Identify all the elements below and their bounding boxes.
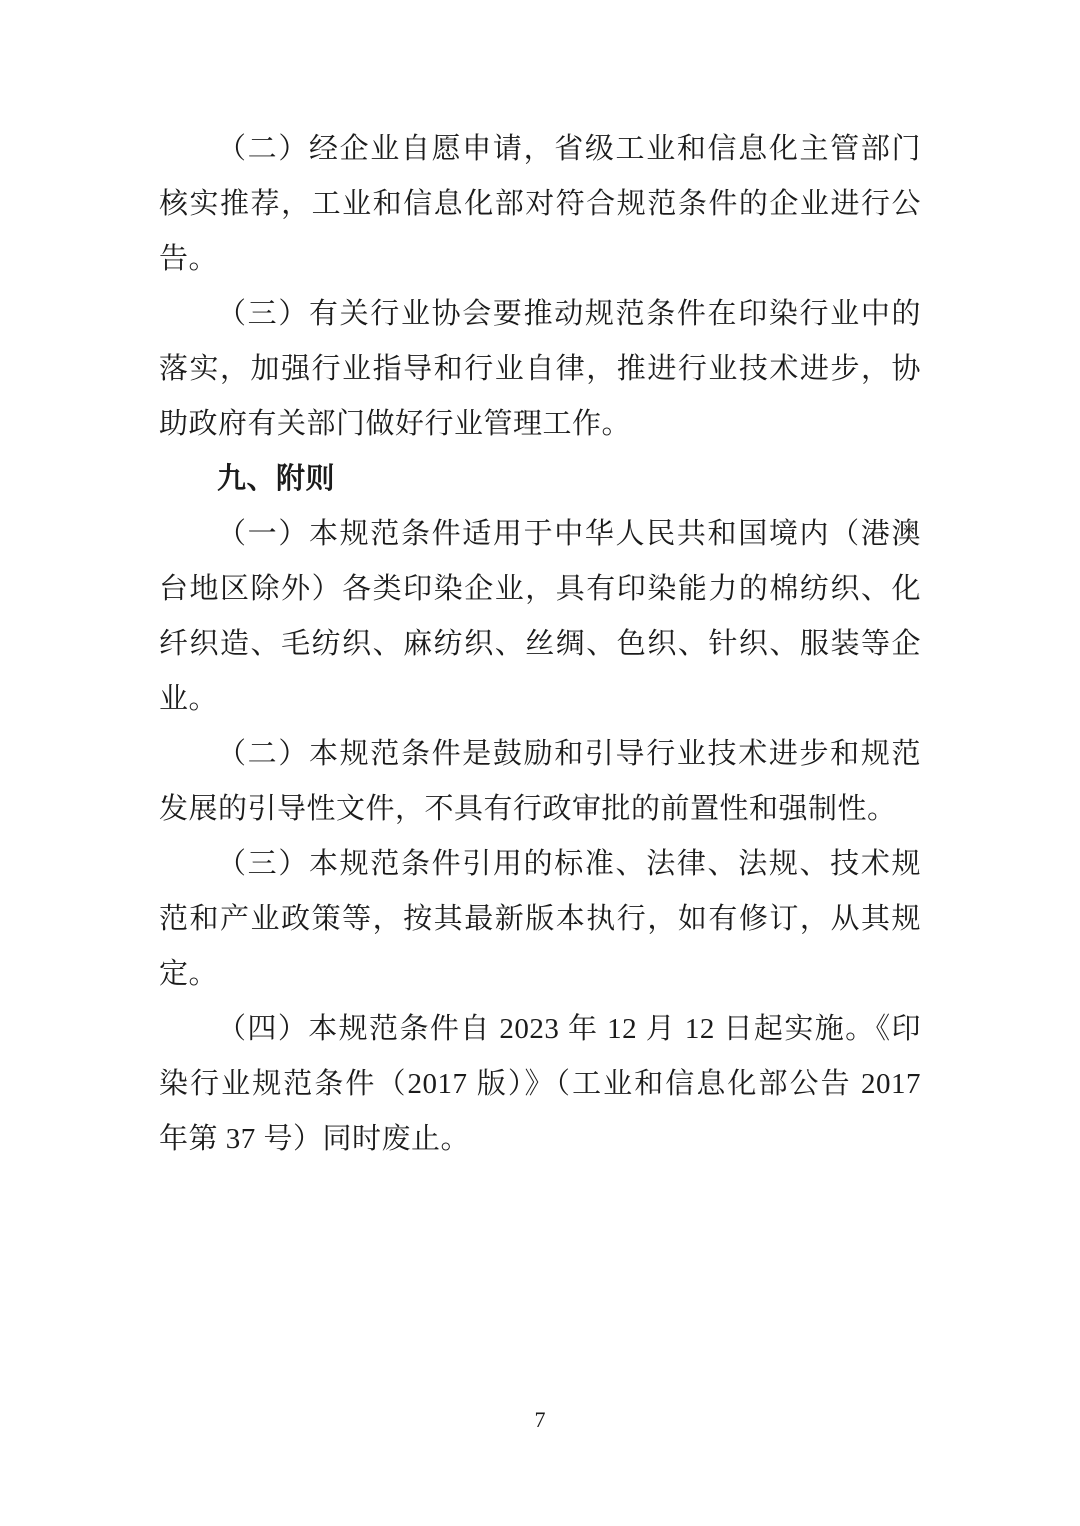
paragraph-annex-1: （一）本规范条件适用于中华人民共和国境内（港澳台地区除外）各类印染企业，具有印染能力的棉纺织、化纤织造、毛纺织、麻纺织、丝绸、色织、针织、服装等企业。 xyxy=(159,518,921,715)
paragraph-annex-2: （二）本规范条件是鼓励和引导行业技术进步和规范发展的引导性文件，不具有行政审批的前置性和强制性。 xyxy=(159,738,921,825)
paragraph-annex-4: （四）本规范条件自 2023 年 12 月 12 日起实施。《印染行业规范条件（2017 版）》（工业和信息化部公告 2017 年第 37 号）同时废止。 xyxy=(159,1013,921,1155)
document-body xyxy=(159,122,921,1167)
page-number: 7 xyxy=(534,1407,546,1432)
paragraph-item-3: （三）有关行业协会要推动规范条件在印染行业中的落实，加强行业指导和行业自律，推进行业技术进步，协助政府有关部门做好行业管理工作。 xyxy=(159,298,921,440)
paragraph-item-2: （二）经企业自愿申请，省级工业和信息化主管部门核实推荐，工业和信息化部对符合规范条件的企业进行公告。 xyxy=(159,133,921,275)
paragraph-annex-3: （三）本规范条件引用的标准、法律、法规、技术规范和产业政策等，按其最新版本执行，如有修订，从其规定。 xyxy=(159,848,921,990)
section-heading: 九、附则 xyxy=(217,463,336,495)
